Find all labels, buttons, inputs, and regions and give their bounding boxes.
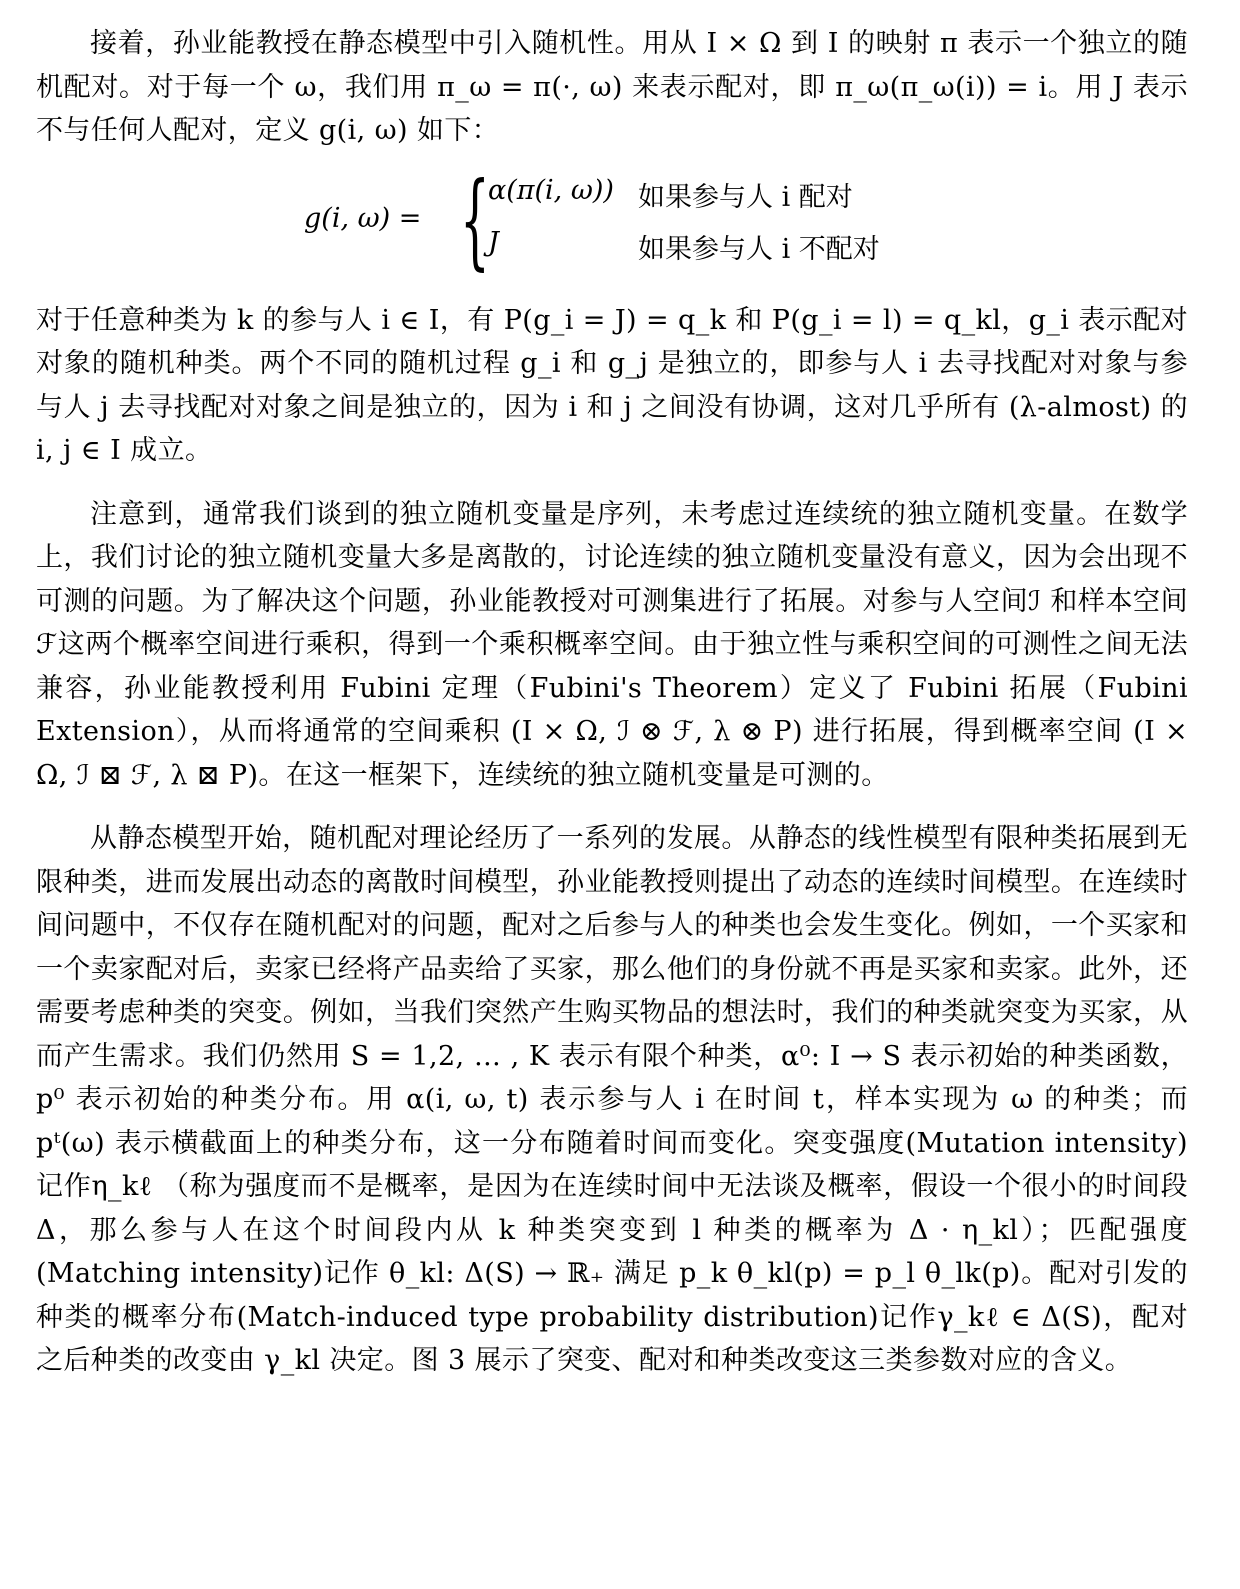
paragraph-fubini-extension: 注意到，通常我们谈到的独立随机变量是序列，未考虑过连续统的独立随机变量。在数学上，我们讨论的独立随机变量大多是离散的，讨论连续的独立随机变量没有意义，因为会出现不可测的问题。为了解决这个问题，孙业能教授对可测集进行了拓展。对参与人空间ℐ 和样本空间ℱ这两个概率空间进行乘积，得到一个乘积概率空间。由于独立性与乘积空间的可测性之间无法兼容，孙业能教授利用 Fubini 定理（Fubini's Theorem）定义了 Fubini 拓展（Fubini Extension），从而将通常的空间乘积 (I × Ω, ℐ ⊗ ℱ, λ ⊗ P) 进行拓展，得到概率空间 (I × Ω, ℐ ⊠ ℱ, λ ⊠ P)。在这一框架下，连续统的独立随机变量是可测的。	[36, 498, 1188, 791]
formula-case2-condition: 如果参与人 i 不配对	[638, 233, 880, 265]
formula-case1-value: α(π(i, ω))	[488, 174, 614, 206]
piecewise-formula-g	[36, 158, 1188, 281]
paragraph-continuous-time-model: 从静态模型开始，随机配对理论经历了一系列的发展。从静态的线性模型有限种类拓展到无限种类，进而发展出动态的离散时间模型，孙业能教授则提出了动态的连续时间模型。在连续时间问题中，不仅存在随机配对的问题，配对之后参与人的种类也会发生变化。例如，一个买家和一个卖家配对后，卖家已经将产品卖给了买家，那么他们的身份就不再是买家和卖家。此外，还需要考虑种类的突变。例如，当我们突然产生购买物品的想法时，我们的种类就突变为买家，从而产生需求。我们仍然用 S = 1,2, … , K 表示有限个种类，α⁰: I → S 表示初始的种类函数，p⁰ 表示初始的种类分布。用 α(i, ω, t) 表示参与人 i 在时间 t，样本实现为 ω 的种类；而 pᵗ(ω) 表示横截面上的种类分布，这一分布随着时间而变化。突变强度(Mutation intensity)记作η_kℓ （称为强度而不是概率，是因为在连续时间中无法谈及概率，假设一个很小的时间段 Δ，那么参与人在这个时间段内从 k 种类突变到 l 种类的概率为 Δ · η_kl）；匹配强度(Matching intensity)记作 θ_kl: Δ(S) → ℝ₊ 满足 p_k θ_kl(p) = p_l θ_lk(p)。配对引发的种类的概率分布(Match-induced type probability distribution)记作γ_kℓ ∈ Δ(S)，配对之后种类的改变由 γ_kl 决定。图 3 展示了突变、配对和种类改变这三类参数对应的含义。	[36, 823, 1188, 1376]
formula-case1-condition: 如果参与人 i 配对	[638, 181, 853, 213]
document-page	[36, 22, 1188, 1403]
formula-case2-value: J	[488, 226, 499, 258]
paragraph-random-matching-intro: 接着，孙业能教授在静态模型中引入随机性。用从 I × Ω 到 I 的映射 π 表示一个独立的随机配对。对于每一个 ω，我们用 π_ω = π(·, ω) 来表示配对，即 π_ω(π_ω(i)) = i。用 J 表示不与任何人配对，定义 g(i, ω) 如下：	[36, 28, 1188, 146]
formula-left-brace: {	[460, 158, 490, 281]
formula-lhs: g(i, ω) =	[304, 202, 422, 234]
paragraph-independence: 对于任意种类为 k 的参与人 i ∈ I，有 P(g_i = J) = q_k 和 P(g_i = l) = q_kl，g_i 表示配对对象的随机种类。两个不同的随机过程 g_i 和 g_j 是独立的，即参与人 i 去寻找配对对象与参与人 j 去寻找配对对象之间是独立的，因为 i 和 j 之间没有协调，这对几乎所有 (λ-almost) 的 i, j ∈ I 成立。	[36, 304, 1188, 466]
